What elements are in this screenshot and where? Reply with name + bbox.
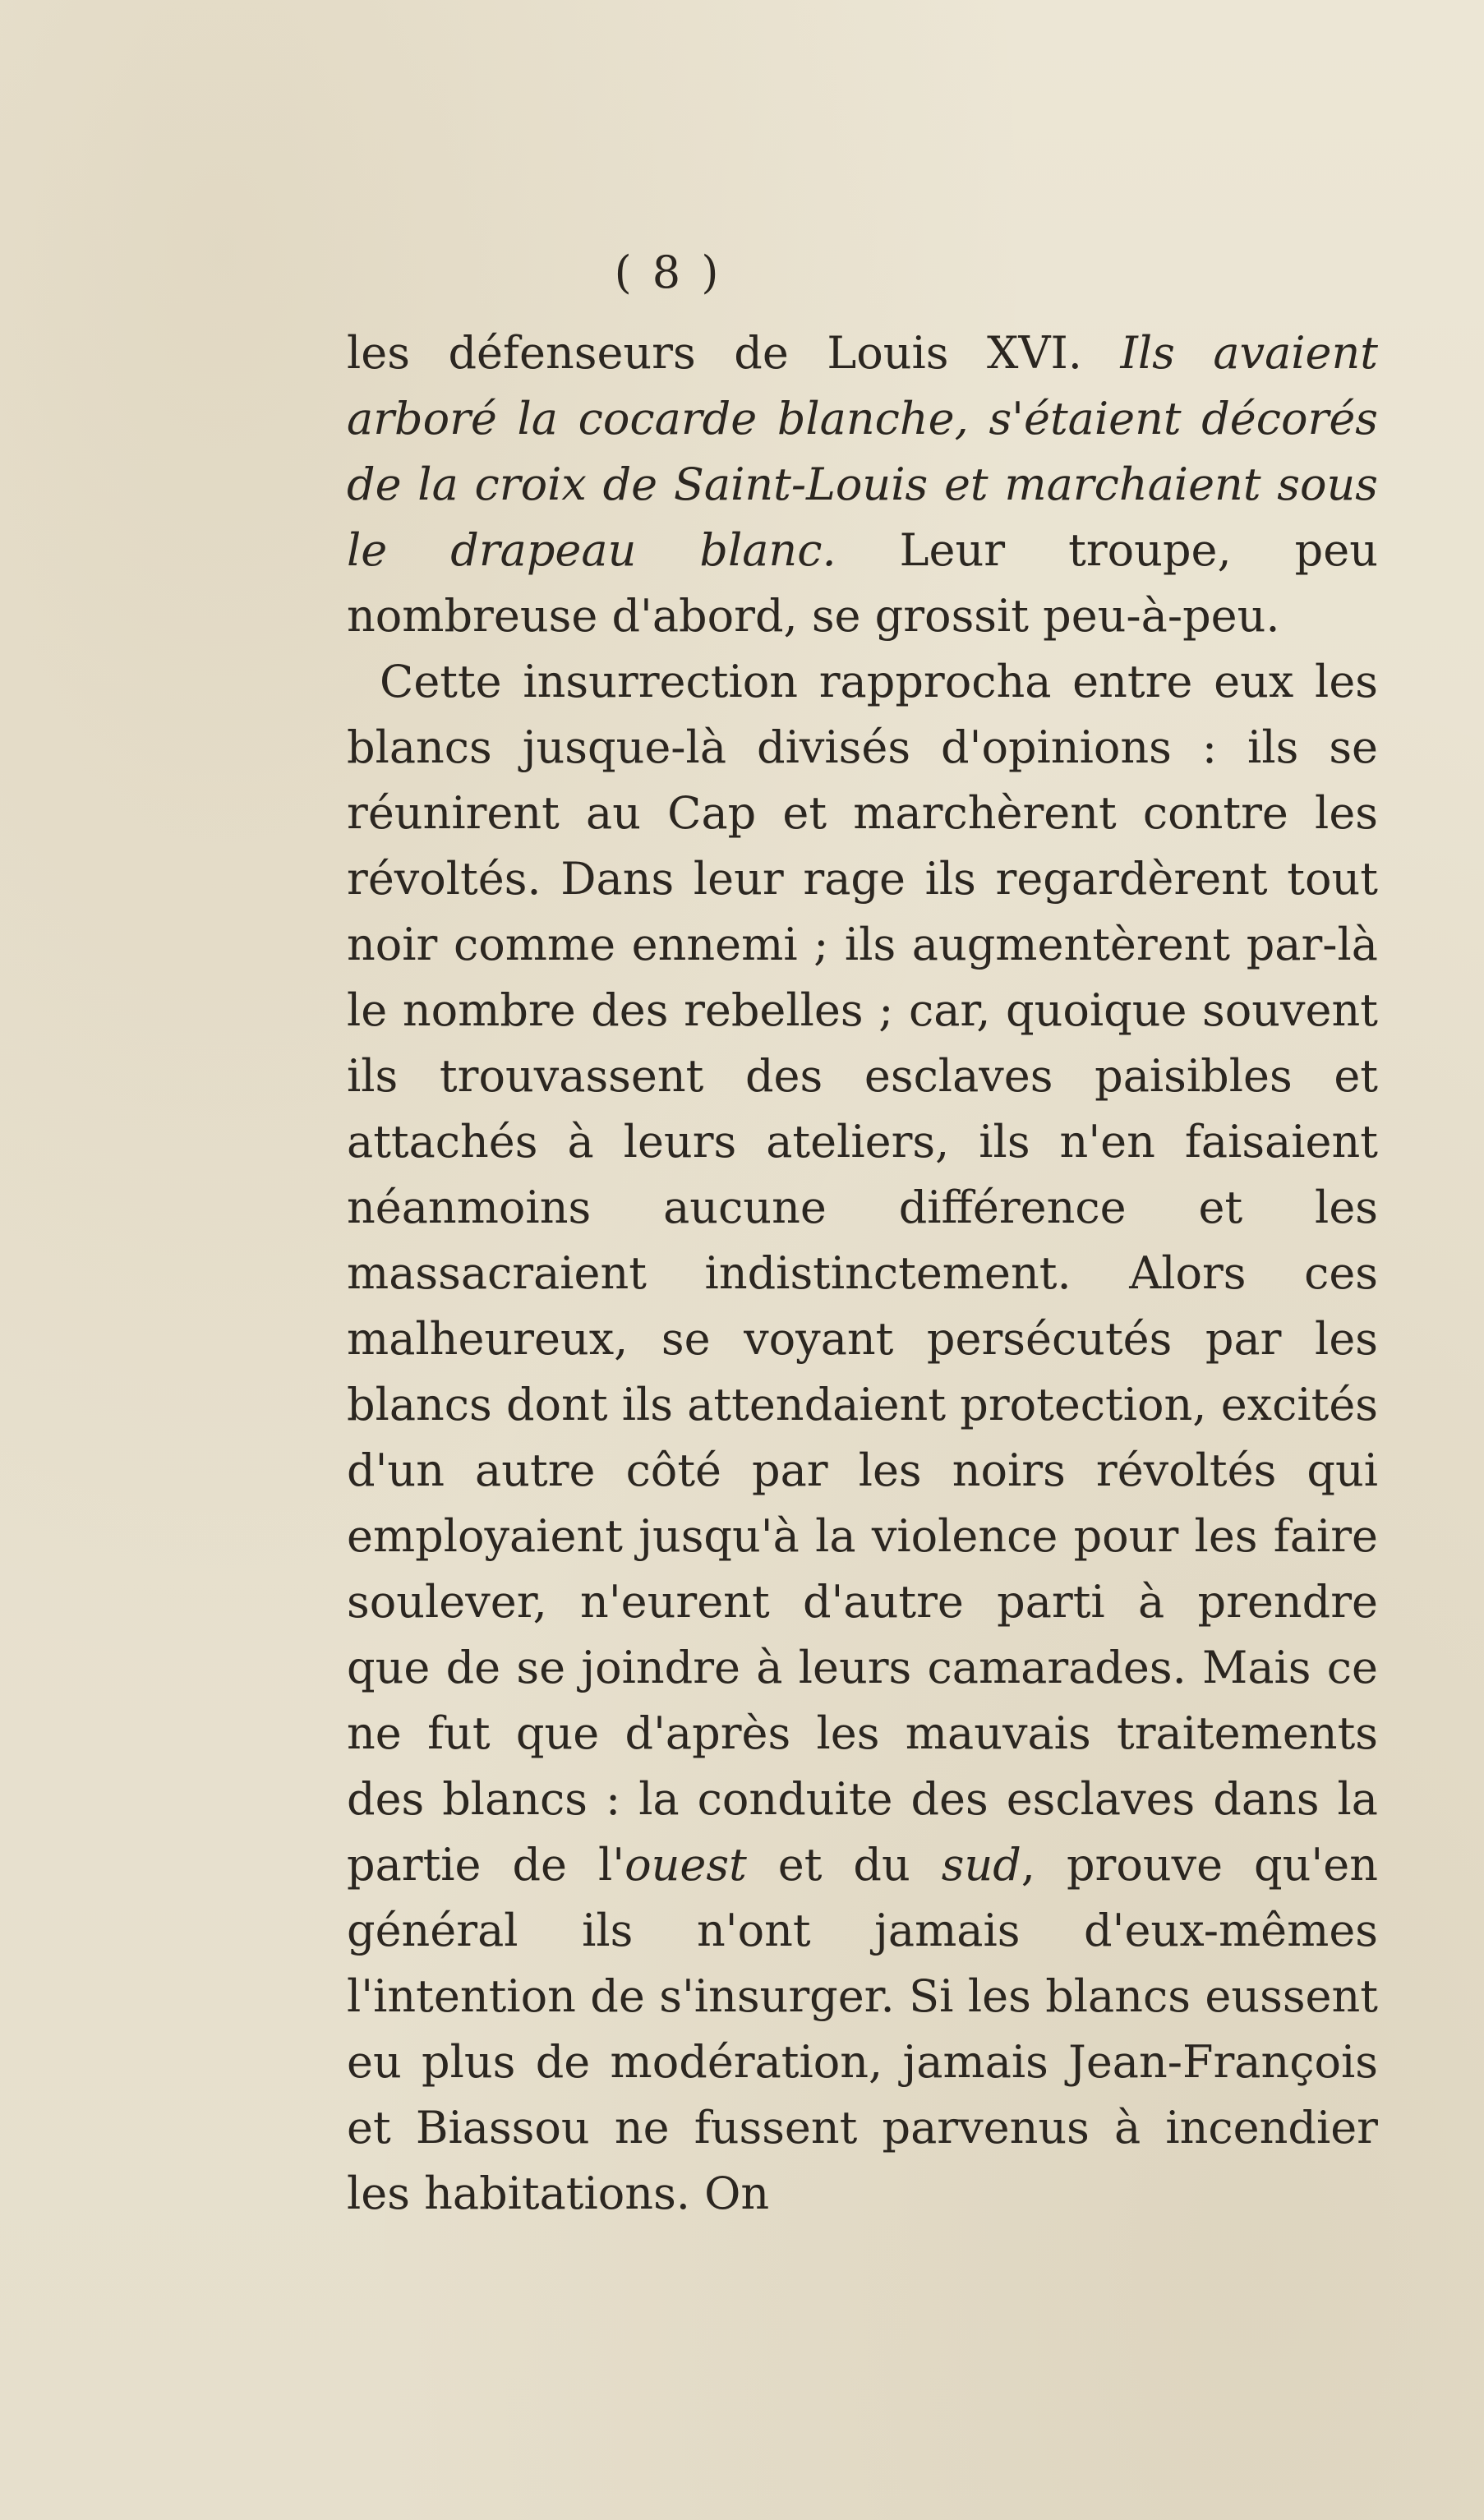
text-segment: , prouve qu'en général ils n'ont jamais d'eux-mêmes l'intention de s'insurger. Si les blancs eussent eu plus de modération, jamais Jean-François et Biassou ne fussent parvenus à incendier les habitations. On — [347, 1839, 1378, 2219]
text-segment: Cette insurrection rapprocha entre eux les blancs jusque-là divisés d'opinions : ils se réunirent au Cap et marchèrent contre les révoltés. Dans leur rage ils regardèrent tout noir comme ennemi ; ils augmentèrent par-là le nombre des rebelles ; car, quoique souvent ils trouvassent des esclaves paisibles et attachés à leurs ateliers, ils n'en faisaient néanmoins aucune différence et les massacraient indistinctement. Alors ces malheureux, se voyant persécutés par les blancs dont ils attendaient protection, excités d'un autre côté par les noirs révoltés qui employaient jusqu'à la violence pour les faire soulever, n'eurent d'autre parti à prendre que de se joindre à leurs camarades. Mais ce ne fut que d'après les mauvais traitements des blancs : la conduite des esclaves dans la partie de l' — [347, 656, 1378, 1891]
paragraph-1 — [347, 320, 1378, 649]
italic-segment: ouest — [624, 1839, 747, 1891]
italic-segment: Ils avaient arboré la cocarde blanche, s'étaient décorés de la croix de Saint-Louis et marchaient sous le drapeau blanc. — [347, 327, 1378, 576]
paragraph-2 — [347, 649, 1378, 2227]
page-number: ( 8 ) — [614, 246, 722, 298]
body-text — [347, 320, 1378, 2227]
text-segment: Leur troupe, peu nombreuse d'abord, se grossit peu-à-peu. — [347, 524, 1378, 642]
text-segment: et du — [746, 1839, 942, 1891]
text-segment: les défenseurs de Louis XVI. — [347, 327, 1121, 379]
italic-segment: sud — [941, 1839, 1021, 1891]
